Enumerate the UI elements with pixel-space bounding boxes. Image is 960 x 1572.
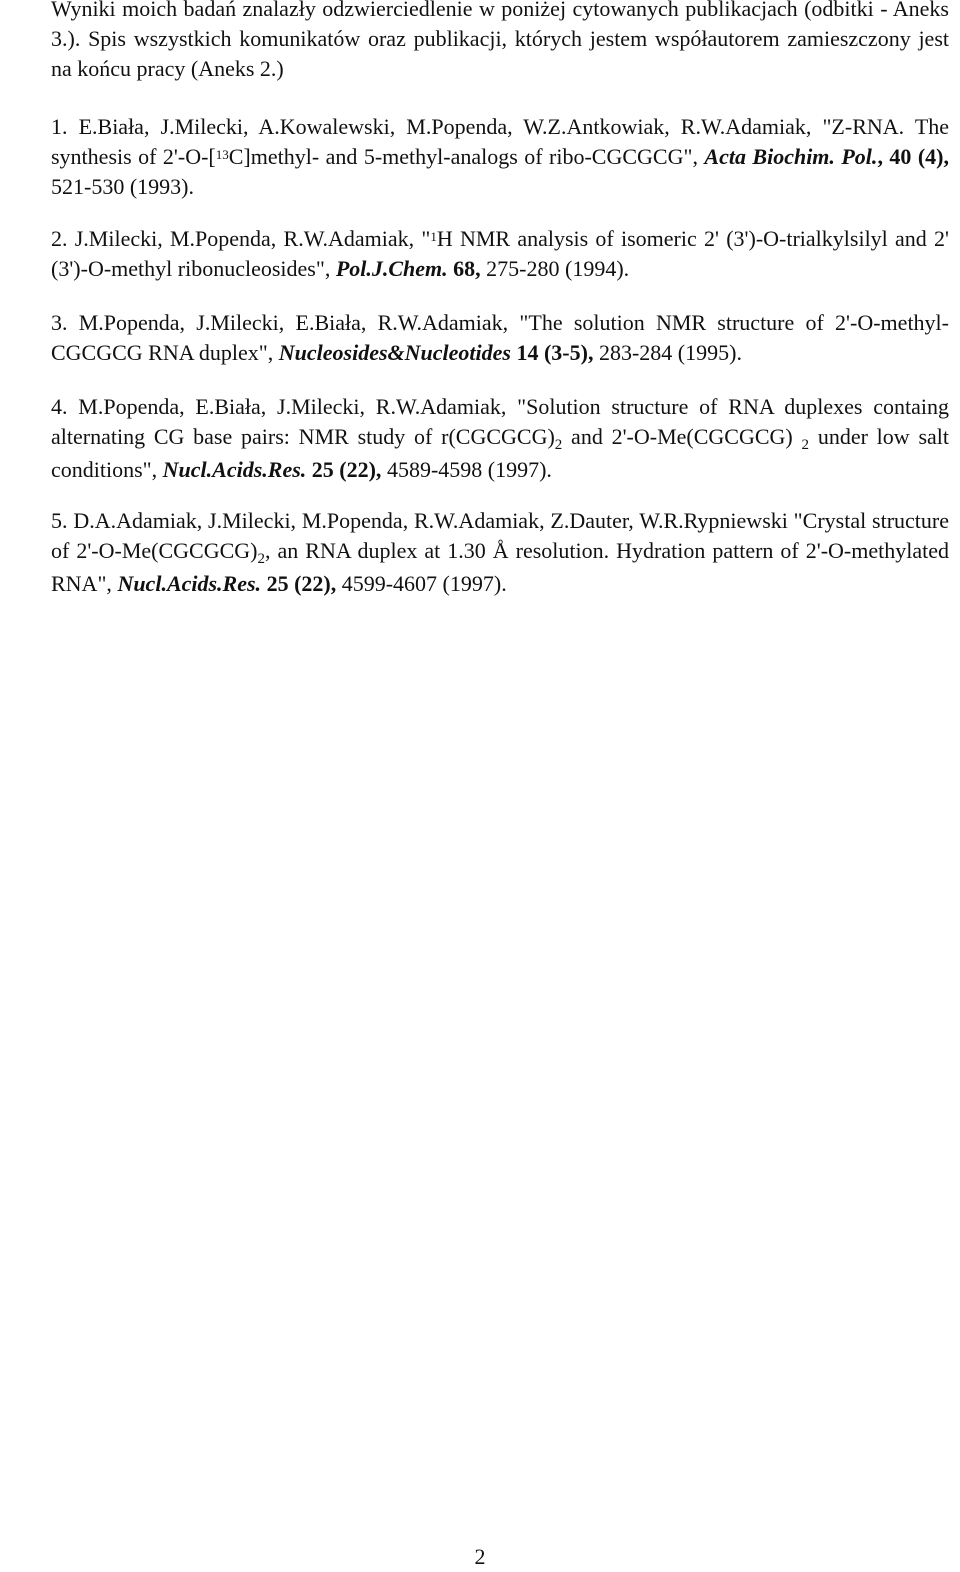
subscript: 2 [554, 437, 563, 453]
reference-number: 5. [51, 508, 68, 533]
reference-pages: 4589-4598 (1997). [381, 457, 552, 482]
reference-pages: 521-530 (1993). [51, 174, 194, 199]
reference-4 [51, 392, 949, 485]
reference-volume: 25 (22), [261, 571, 337, 596]
intro-paragraph: Wyniki moich badań znalazły odzwierciedlenie w poniżej cytowanych publikacjach (odbitki - Aneks 3.). Spis wszystkich komunikatów oraz publikacji, których jestem współautorem zamieszczony jest na końcu pracy (Aneks 2.) [51, 0, 949, 81]
reference-1 [51, 112, 949, 202]
reference-text-part: M.Popenda, E.Biała, J.Milecki, R.W.Adamiak, "Solution structure of RNA duplexes containg alternating CG base pairs: NMR study of r(CGCGCG) [51, 394, 950, 449]
reference-journal: Nucl.Acids.Res. [117, 571, 262, 596]
reference-volume: , 40 (4), [877, 144, 949, 169]
reference-number: 3. [51, 310, 68, 335]
reference-journal: Nucleosides&Nucleotides [278, 340, 511, 365]
reference-pages: 275-280 (1994). [480, 256, 630, 281]
reference-title: H NMR analysis of isomeric 2' (3')-O-trialkylsilyl and 2' (3')-O-methyl ribonucleosides", [51, 226, 949, 281]
reference-text: M.Popenda, J.Milecki, E.Biała, R.W.Adamiak, "The solution NMR structure of 2'-O-methyl-CGCGCG RNA duplex", [51, 310, 949, 365]
reference-journal: Nucl.Acids.Res. [162, 457, 307, 482]
reference-title-part: "Z-RNA. The synthesis of 2'-O-[ [51, 114, 950, 169]
reference-pages: 4599-4607 (1997). [336, 571, 507, 596]
reference-volume: 68, [453, 256, 481, 281]
reference-title-part: C]methyl- and 5-methyl-analogs of ribo-CGCGCG", [228, 144, 698, 169]
reference-3 [51, 308, 949, 368]
superscript: 1 [430, 229, 437, 244]
reference-journal: Acta Biochim. Pol. [704, 144, 878, 169]
reference-journal: Pol.J.Chem. [335, 256, 448, 281]
reference-5 [51, 506, 949, 599]
reference-text-part: D.A.Adamiak, J.Milecki, M.Popenda, R.W.Adamiak, Z.Dauter, W.R.Rypniewski "Crystal structure of 2'-O-Me(CGCGCG) [51, 508, 950, 563]
reference-number: 2. [51, 226, 68, 251]
reference-volume: 25 (22), [306, 457, 382, 482]
superscript: 13 [215, 147, 229, 162]
reference-pages: 283-284 (1995). [593, 340, 742, 365]
reference-text-part: , an RNA duplex at 1.30 Å resolution. Hydration pattern of 2'-O-methylated RNA", [51, 538, 949, 596]
reference-number: 4. [51, 394, 68, 419]
reference-authors: J.Milecki, M.Popenda, R.W.Adamiak, " [74, 226, 431, 251]
reference-text-part: and 2'-O-Me(CGCGCG) [562, 424, 793, 449]
reference-volume: 14 (3-5), [510, 340, 594, 365]
reference-text-part: under low salt conditions", [51, 424, 949, 482]
subscript: 2 [257, 551, 265, 567]
reference-number: 1. [51, 114, 68, 139]
reference-authors: E.Biała, J.Milecki, A.Kowalewski, M.Popenda, W.Z.Antkowiak, R.W.Adamiak, [78, 114, 812, 139]
reference-2 [51, 224, 949, 284]
subscript: 2 [801, 437, 810, 453]
page-number: 2 [474, 1544, 486, 1569]
